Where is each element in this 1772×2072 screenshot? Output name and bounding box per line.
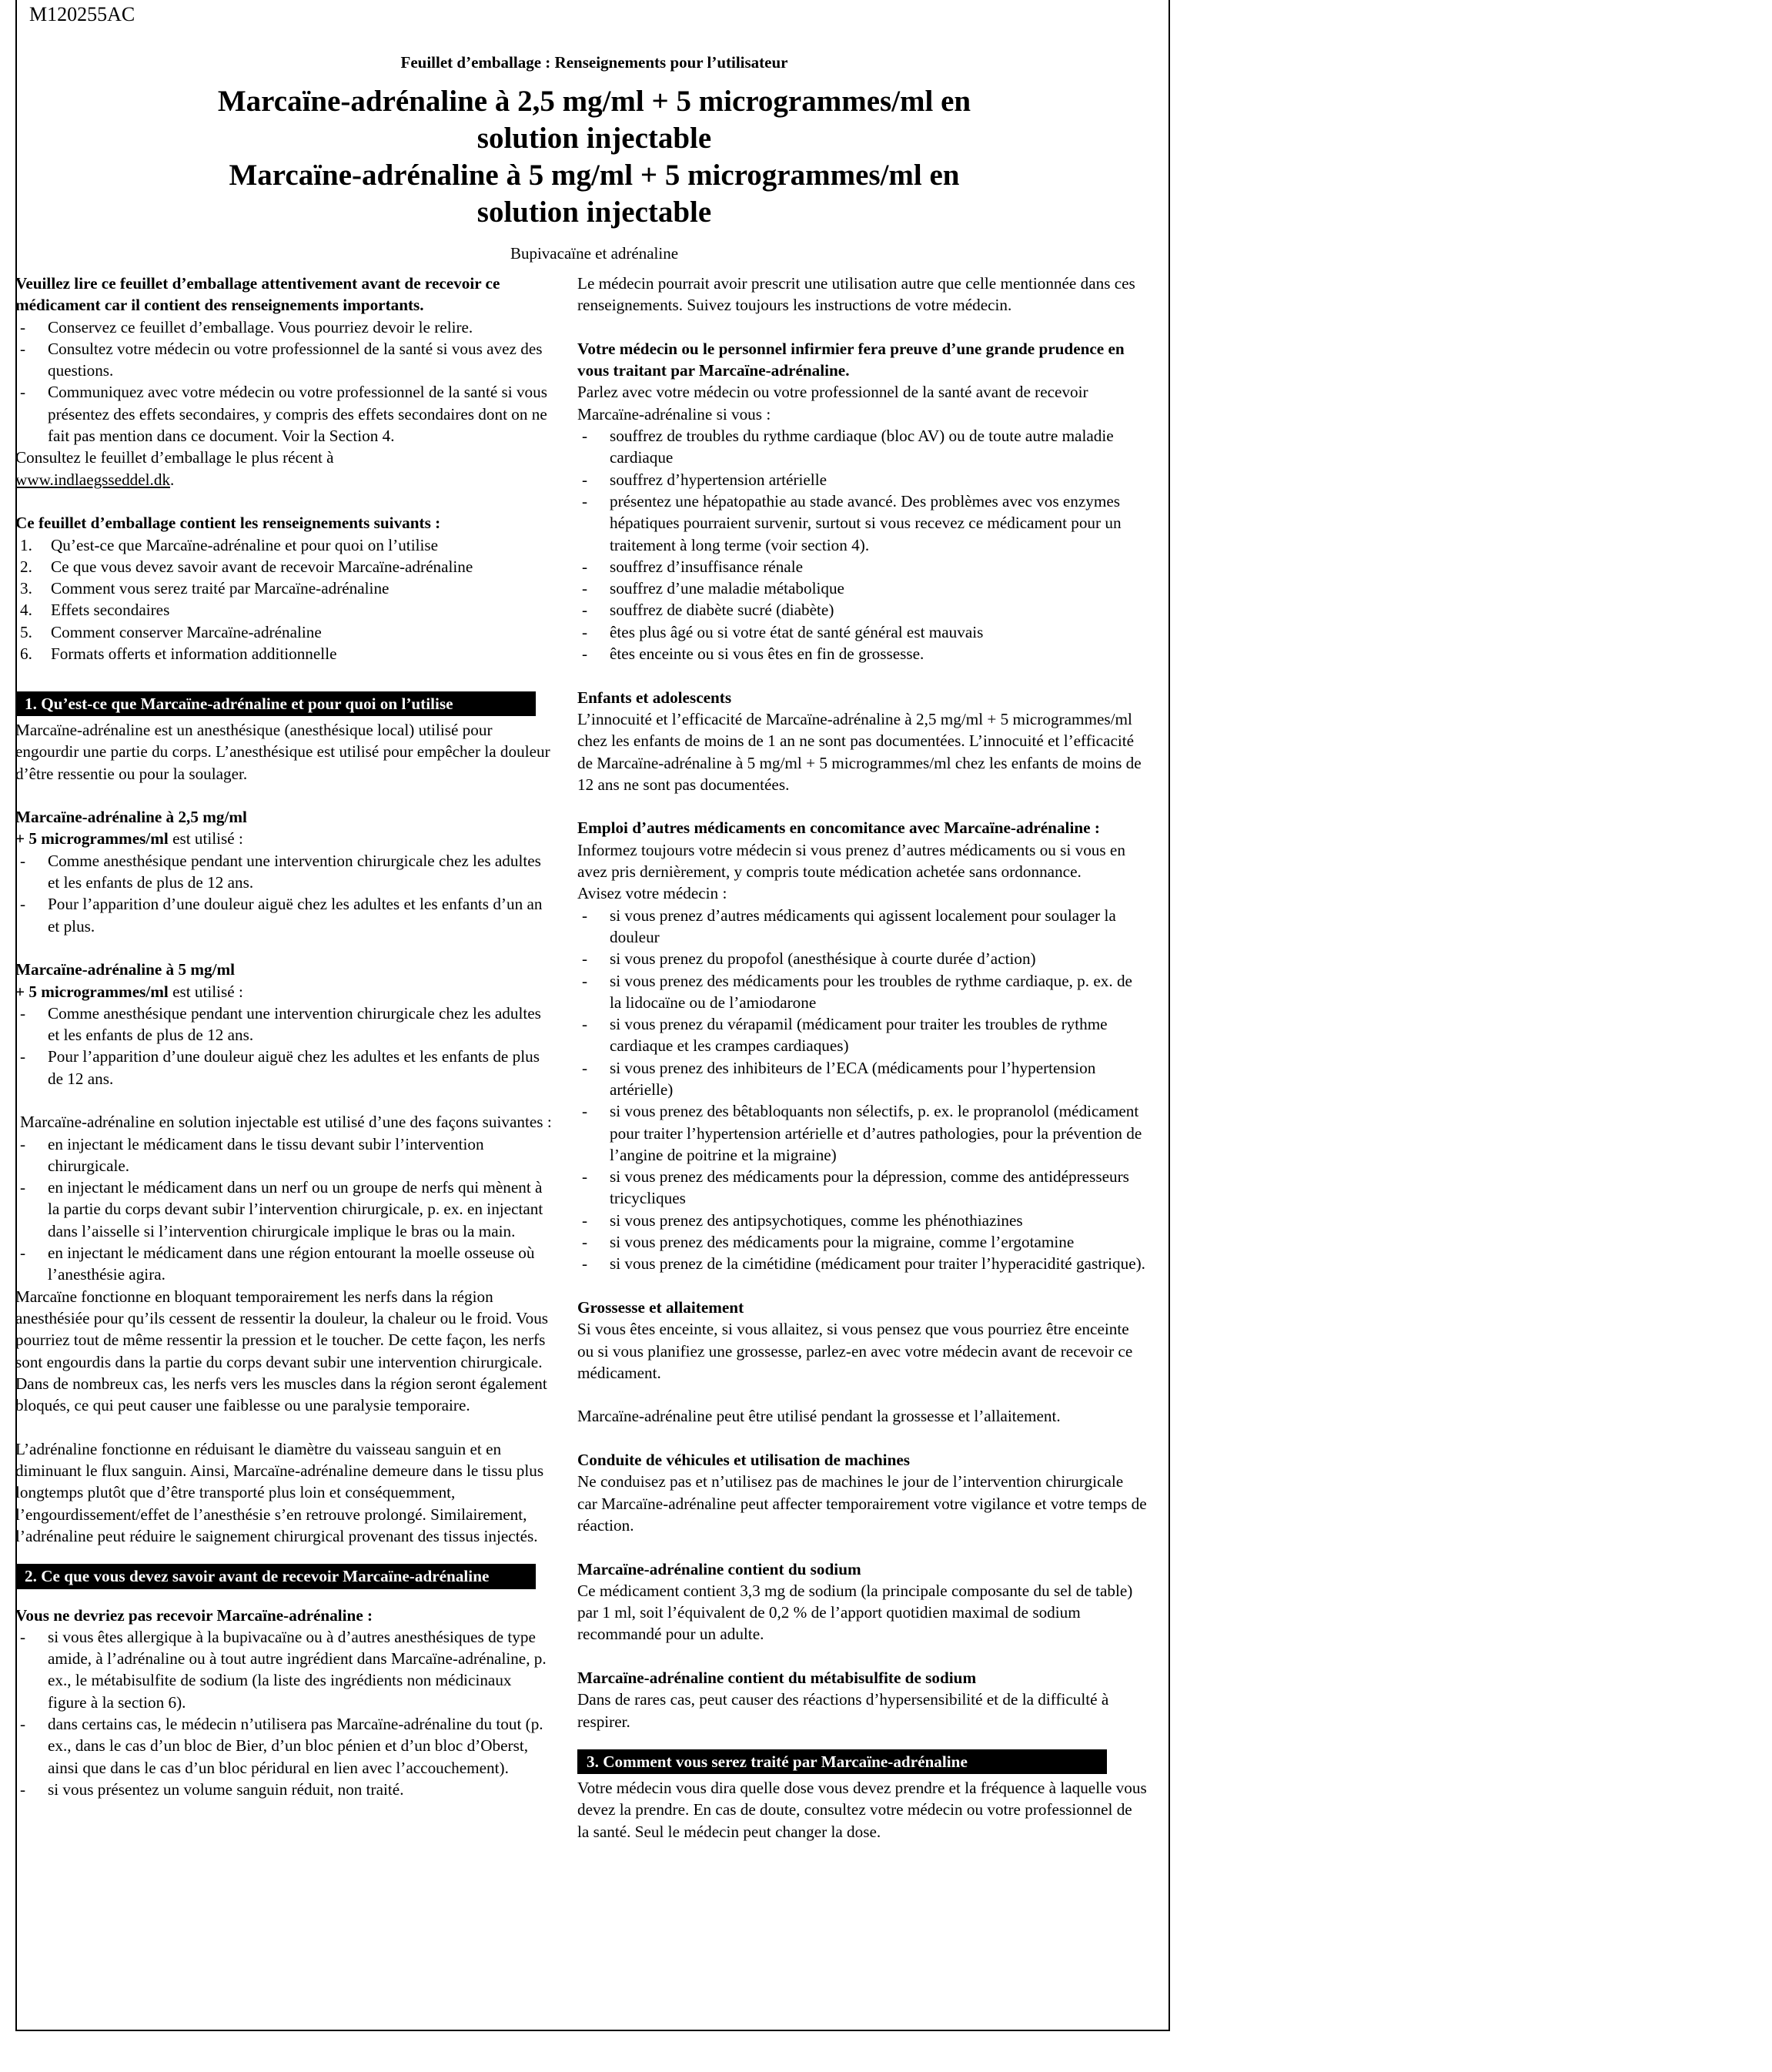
list-item: Formats offerts et information additionnelle [51, 644, 337, 664]
strength-5-uses [15, 1003, 554, 1090]
leaflet-subtitle: Feuillet d’emballage : Renseignements pour l’utilisateur [400, 53, 788, 72]
list-item: - souffrez de diabète sucré (diabète) [577, 599, 1147, 621]
sodium-text: Ce médicament contient 3,3 mg de sodium (la principale composante du sel de table) par 1 ml, soit l’équivalent de 0,2 % de l’apport quotidien maximal de sodium recommandé pour un adulte. [577, 1581, 1133, 1644]
active-ingredients: Bupivacaïne et adrénaline [510, 244, 679, 263]
driving-text: Ne conduisez pas et n’utilisez pas de machines le jour de l’intervention chirurgicale car Marcaïne-adrénaline peut affecter temporairement votre vigilance et votre temps de réaction. [577, 1472, 1147, 1535]
list-item: Ce que vous devez savoir avant de recevoir Marcaïne-adrénaline [51, 557, 473, 576]
list-item: - souffrez de troubles du rythme cardiaque (bloc AV) ou de toute autre maladie cardiaque [577, 425, 1147, 469]
list-item: - si vous prenez des antipsychotiques, comme les phénothiazines [577, 1210, 1147, 1231]
list-item: - en injectant le médicament dans une région entourant la moelle osseuse où l’anesthésie agira. [15, 1242, 554, 1286]
caution-heading: Votre médecin ou le personnel infirmier fera preuve d’une grande prudence en vous traitant par Marcaïne-adrénaline. [577, 339, 1125, 380]
list-item: - si vous êtes allergique à la bupivacaïne ou à d’autres anesthésiques de type amide, à l’adrénaline ou à tout autre ingrédient dans Marcaïne-adrénaline, p. ex., le métabisulfite de sodium (la liste des ingrédients non médicinaux figure à la section 6). [15, 1626, 554, 1713]
list-item: Comment vous serez traité par Marcaïne-adrénaline [51, 579, 390, 598]
pregnancy-text-2: Marcaïne-adrénaline peut être utilisé pendant la grossesse et l’allaitement. [577, 1407, 1061, 1426]
product-title [17, 83, 1172, 231]
list-item: Effets secondaires [51, 601, 170, 620]
list-item: - si vous présentez un volume sanguin réduit, non traité. [15, 1779, 554, 1800]
list-item: - si vous prenez d’autres médicaments qui agissent localement pour soulager la douleur [577, 905, 1147, 949]
metabisulfite-heading: Marcaïne-adrénaline contient du métabisulfite de sodium [577, 1669, 977, 1687]
list-item: - Pour l’apparition d’une douleur aiguë chez les adultes et les enfants de plus de 12 ans. [15, 1046, 554, 1090]
children-text: L’innocuité et l’efficacité de Marcaïne-adrénaline à 2,5 mg/ml + 5 microgrammes/ml chez les enfants de moins de 1 an ne sont pas documentées. L’innocuité et l’efficacité de Marcaïne-adrénaline à 5 mg/ml + 5 microgrammes/ml chez les enfants de moins de 12 ans ne sont pas documentées. [577, 709, 1142, 794]
caution-list [577, 425, 1147, 664]
advise-doctor: Avisez votre médecin : [577, 884, 727, 903]
list-item: - Pour l’apparition d’une douleur aiguë chez les adultes et les enfants d’un an et plus. [15, 893, 554, 937]
pregnancy-heading: Grossesse et allaitement [577, 1297, 744, 1317]
list-item: - souffrez d’hypertension artérielle [577, 469, 1147, 490]
other-meds-text: Informez toujours votre médecin si vous prenez d’autres médicaments ou si vous en avez pris dernièrement, y compris toute médication achetée sans ordonnance. [577, 840, 1125, 882]
strength-25-subheading: + 5 microgrammes/ml est utilisé : [15, 829, 243, 849]
title-line: solution injectable [476, 122, 712, 155]
intro-bullets [15, 316, 554, 447]
list-item: - Consultez votre médecin ou votre professionnel de la santé si vous avez des questions. [15, 338, 554, 382]
list-item: - Comme anesthésique pendant une intervention chirurgicale chez les adultes et les enfants de plus de 12 ans. [15, 1003, 554, 1046]
not-receive-heading: Vous ne devriez pas recevoir Marcaïne-adrénaline : [15, 1605, 373, 1625]
list-item: - si vous prenez du vérapamil (médicament pour traiter les troubles de rythme cardiaque et les crampes cardiaques) [577, 1013, 1147, 1057]
metabisulfite-text: Dans de rares cas, peut causer des réactions d’hypersensibilité et de la difficulté à respirer. [577, 1690, 1109, 1731]
left-column [15, 273, 554, 1800]
title-line: Marcaïne-adrénaline à 2,5 mg/ml + 5 microgrammes/ml en [217, 85, 971, 118]
latest-leaflet-text: Consultez le feuillet d’emballage le plus récent à www.indlaegsseddel.dk. [15, 448, 334, 489]
strength-25-heading: Marcaïne-adrénaline à 2,5 mg/ml [15, 808, 247, 827]
list-item: - si vous prenez des bêtabloquants non sélectifs, p. ex. le propranolol (médicament pour traiter l’hypertension artérielle et d’autres pathologies, pour la prévention de l’angine de poitrine et la migraine) [577, 1100, 1147, 1166]
title-line: Marcaïne-adrénaline à 5 mg/ml + 5 microgrammes/ml en [229, 159, 960, 192]
ways-list [15, 1133, 554, 1286]
caution-intro: Parlez avec votre médecin ou votre professionnel de la santé avant de recevoir Marcaïne-adrénaline si vous : [577, 383, 1088, 423]
list-item: - dans certains cas, le médecin n’utilisera pas Marcaïne-adrénaline du tout (p. ex., dans le cas d’un bloc de Bier, d’un bloc pénien et d’un bloc d’Oberst, ainsi que dans le cas d’un bloc péridural en lien avec l’accouchement). [15, 1713, 554, 1779]
strength-5-subheading: + 5 microgrammes/ml est utilisé : [15, 982, 243, 1001]
driving-heading: Conduite de véhicules et utilisation de machines [577, 1451, 911, 1470]
pregnancy-text: Si vous êtes enceinte, si vous allaitez, si vous pensez que vous pourriez être enceinte ou si vous planifiez une grossesse, parlez-en avec votre médecin avant de recevoir ce médicament. [577, 1320, 1133, 1382]
strength-5-heading: Marcaïne-adrénaline à 5 mg/ml [15, 960, 236, 979]
list-item: Qu’est-ce que Marcaïne-adrénaline et pour quoi on l’utilise [51, 535, 439, 554]
other-meds-heading: Emploi d’autres médicaments en concomitance avec Marcaïne-adrénaline : [577, 818, 1100, 838]
sodium-heading: Marcaïne-adrénaline contient du sodium [577, 1559, 861, 1578]
section-3-heading: 3. Comment vous serez traité par Marcaïne-adrénaline [577, 1749, 1107, 1774]
list-item: - souffrez d’insuffisance rénale [577, 556, 1147, 577]
section-2-heading: 2. Ce que vous devez savoir avant de recevoir Marcaïne-adrénaline [15, 1564, 536, 1588]
list-item: - Comme anesthésique pendant une intervention chirurgicale chez les adultes et les enfants de plus de 12 ans. [15, 850, 554, 894]
list-item: - si vous prenez du propofol (anesthésique à courte durée d’action) [577, 948, 1147, 969]
list-item: - si vous prenez des inhibiteurs de l’ECA (médicaments pour l’hypertension artérielle) [577, 1057, 1147, 1101]
contents-list [15, 534, 554, 665]
list-item: - si vous prenez des médicaments pour les troubles de rythme cardiaque, p. ex. de la lidocaïne ou de l’amiodarone [577, 970, 1147, 1014]
list-item: - êtes plus âgé ou si votre état de santé général est mauvais [577, 621, 1147, 643]
not-receive-list [15, 1626, 554, 1800]
list-item: - Communiquez avec votre médecin ou votre professionnel de la santé si vous présentez des effets secondaires, y compris des effets secondaires dont on ne fait pas mention dans ce document. Voir la Section 4. [15, 381, 554, 447]
other-meds-list [577, 905, 1147, 1275]
ways-intro: Marcaïne-adrénaline en solution injectable est utilisé d’une des façons suivantes : [20, 1113, 552, 1132]
list-item: - en injectant le médicament dans un nerf ou un groupe de nerfs qui mènent à la partie du corps devant subir l’intervention chirurgicale, p. ex. en injectant dans l’aisselle si l’intervention chirurgicale implique le bras ou la main. [15, 1177, 554, 1242]
adrenaline-text: L’adrénaline fonctionne en réduisant le diamètre du vaisseau sanguin et en diminuant le flux sanguin. Ainsi, Marcaïne-adrénaline demeure dans le tissu plus longtemps plutôt que d’être transporté plus loin et conséquemment, l’engourdissement/effet de l’anesthésie s’en retrouve prolongé. Similairement, l’adrénaline peut réduire le saignement chirurgical provenant des tissus injectés. [15, 1439, 544, 1545]
list-item: - êtes enceinte ou si vous êtes en fin de grossesse. [577, 643, 1147, 664]
other-use-text: Le médecin pourrait avoir prescrit une utilisation autre que celle mentionnée dans ces renseignements. Suivez toujours les instructions de votre médecin. [577, 274, 1135, 315]
list-item: Comment conserver Marcaïne-adrénaline [51, 622, 322, 641]
strength-25-uses [15, 850, 554, 937]
contents-heading: Ce feuillet d’emballage contient les renseignements suivants : [15, 514, 441, 533]
leaflet-link[interactable]: www.indlaegsseddel.dk [15, 470, 171, 489]
title-line: solution injectable [476, 196, 712, 229]
list-item: - si vous prenez des médicaments pour la migraine, comme l’ergotamine [577, 1231, 1147, 1253]
section-1-intro: Marcaïne-adrénaline est un anesthésique (anesthésique local) utilisé pour engourdir une partie du corps. L’anesthésique est utilisé pour empêcher la douleur d’être ressentie ou pour la soulager. [15, 720, 550, 783]
read-warning: Veuillez lire ce feuillet d’emballage attentivement avant de recevoir ce médicament car il contient des renseignements importants. [15, 274, 500, 315]
list-item: - Conservez ce feuillet d’emballage. Vous pourriez devoir le relire. [15, 316, 554, 338]
children-heading: Enfants et adolescents [577, 688, 732, 707]
list-item: - si vous prenez de la cimétidine (médicament pour traiter l’hyperacidité gastrique). [577, 1253, 1147, 1274]
document-code: M120255AC [29, 3, 135, 25]
list-item: - si vous prenez des médicaments pour la dépression, comme des antidépresseurs tricycliques [577, 1166, 1147, 1210]
list-item: - présentez une hépatopathie au stade avancé. Des problèmes avec vos enzymes hépatiques pourraient survenir, surtout si vous recevez ce médicament pour un traitement à long terme (voir section 4). [577, 490, 1147, 556]
list-item: - souffrez d’une maladie métabolique [577, 577, 1147, 599]
list-item: - en injectant le médicament dans le tissu devant subir l’intervention chirurgicale. [15, 1133, 554, 1177]
mechanism-text: Marcaïne fonctionne en bloquant temporairement les nerfs dans la région anesthésiée pour qu’ils cessent de ressentir la douleur, la chaleur ou le froid. Vous pourriez tout de même ressentir la pression et le toucher. De cette façon, les nerfs sont engourdis dans la partie du corps devant subir une intervention chirurgicale. Dans de nombreux cas, les nerfs vers les muscles dans la région seront également bloqués, ce qui peut causer une faiblesse ou une paralysie temporaire. [15, 1287, 549, 1415]
section-3-text: Votre médecin vous dira quelle dose vous devez prendre et la fréquence à laquelle vous devez la prendre. En cas de doute, consultez votre médecin ou votre professionnel de la santé. Seul le médecin peut changer la dose. [577, 1779, 1147, 1841]
section-1-heading: 1. Qu’est-ce que Marcaïne-adrénaline et pour quoi on l’utilise [15, 691, 536, 716]
right-column [577, 273, 1147, 1843]
